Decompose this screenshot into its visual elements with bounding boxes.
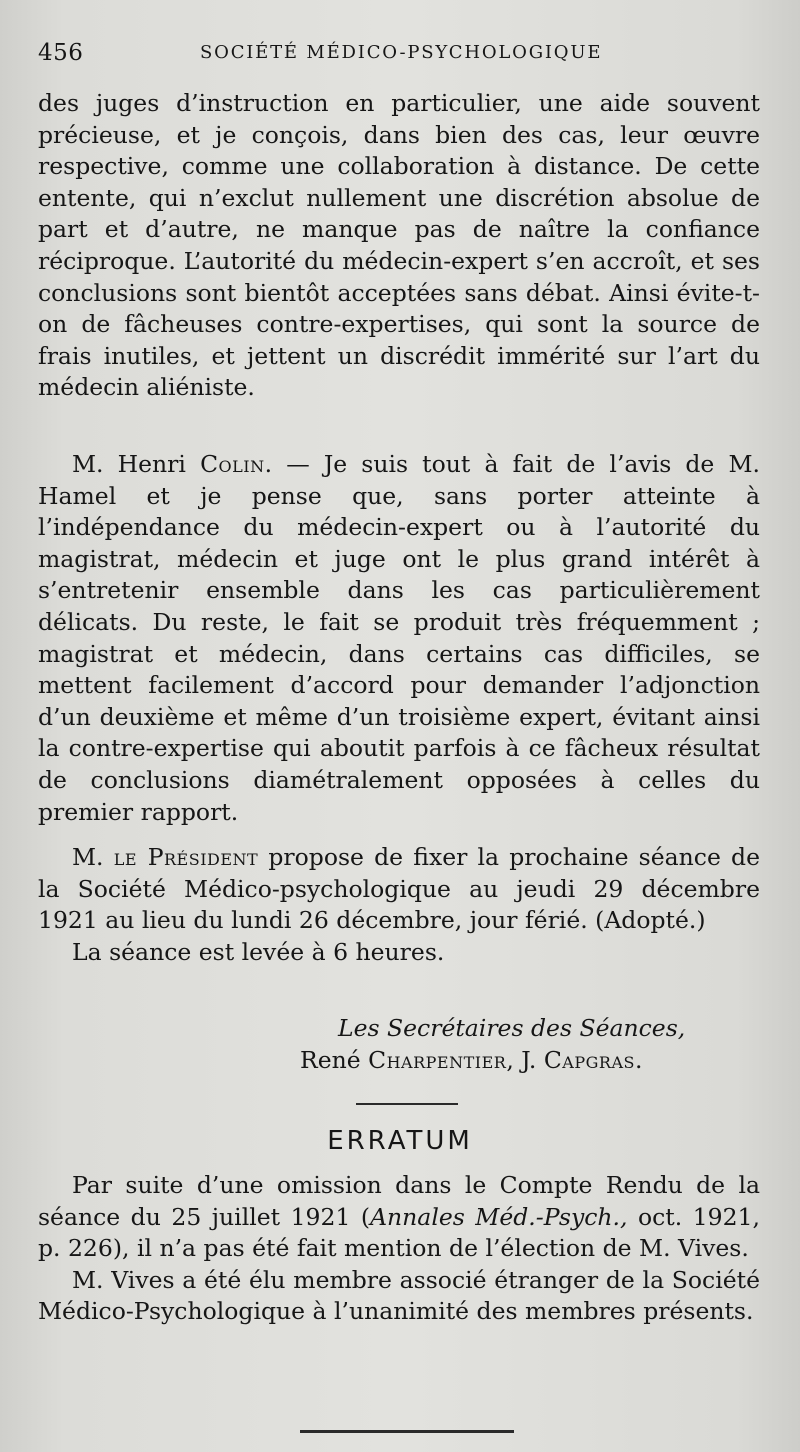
divider-rule xyxy=(300,1430,514,1433)
erratum-body xyxy=(38,1170,760,1328)
speaker-prefix: M. xyxy=(72,843,114,871)
paragraph-body xyxy=(38,842,760,937)
speech-text: . — Je suis tout à fait de l’avis de M. Hamel et je pense que, sans porter atteinte à l’indépendance du médecin-expert ou à l’autorité du magistrat, médecin et juge ont le plus grand intérêt à s’entretenir ensemble dans les cas particulièrement délicats. Du reste, le fait se produit très fréquemment ; magistrat et médecin, dans certains cas difficiles, se mettent facilement d’accord pour demander l’adjonction d’un deuxième et même d’un troisième expert, évitant ainsi la contre-expertise qui aboutit parfois à ce fâcheux résultat de conclusions diamétralement opposées à celles du premier rapport. xyxy=(38,450,760,826)
paragraph-colin xyxy=(38,449,760,828)
erratum-text: Par suite d’une omission dans le Compte Rendu de la séance du 25 juillet 1921 ( xyxy=(38,1171,760,1231)
erratum-text: oct. 1921, p. 226), il n’a pas été fait mention de l’élection de M. Vives. xyxy=(38,1202,760,1263)
signature-title: Les Secrétaires des Séances, xyxy=(338,1014,686,1042)
erratum-heading: ERRATUM xyxy=(327,1126,473,1156)
speech-text: propose de fixer la prochaine séance de la Société Médico-psychologique au jeudi 29 décembre 1921 au lieu du lundi 26 décembre, jour férié. (Adopté.) xyxy=(38,843,760,935)
speaker-name: le Président xyxy=(113,843,259,871)
closing-line: La séance est levée à 6 heures. xyxy=(72,937,445,966)
signature-names xyxy=(300,1044,760,1076)
speaker-prefix: M. Henri xyxy=(72,450,201,478)
erratum-paragraph: M. Vives a été élu membre associé étranger de la Société Médico-Psychologique à l’unanimité des membres présents. xyxy=(38,1265,760,1326)
erratum-paragraph xyxy=(38,1170,760,1265)
name-separator: , J. xyxy=(506,1046,544,1074)
secretary-given-name: René xyxy=(300,1046,369,1074)
divider-rule xyxy=(356,1103,458,1105)
paragraph-body xyxy=(38,449,760,828)
paragraph-president xyxy=(38,842,760,968)
secretary-surname: Charpentier xyxy=(368,1046,507,1074)
paragraph-continuation xyxy=(38,88,760,404)
speaker-name: Colin xyxy=(200,450,265,478)
secretary-surname: Capgras xyxy=(543,1046,635,1074)
paragraph-text: des juges d’instruction en particulier, une aide souvent précieuse, et je conçois, dans bien des cas, leur œuvre respective, comme une collaboration à distance. De cette entente, qui n’exclut nullement une discrétion absolue de part et d’autre, ne manque pas de naître la confiance réciproque. L’autorité du médecin-expert s’en accroît, et ses conclusions sont bientôt acceptées sans débat. Ainsi évite-t-on de fâcheuses contre-expertises, qui sont la source de frais inutiles, et jettent un discrédit immérité sur l’art du médecin aliéniste. xyxy=(38,89,760,402)
running-head xyxy=(38,40,758,72)
page-number: 456 xyxy=(38,40,84,66)
signature-block xyxy=(300,1012,760,1076)
journal-citation: Annales Méd.-Psych., xyxy=(370,1202,628,1231)
journal-title: SOCIÉTÉ MÉDICO-PSYCHOLOGIQUE xyxy=(200,42,603,63)
name-end: . xyxy=(634,1046,643,1074)
